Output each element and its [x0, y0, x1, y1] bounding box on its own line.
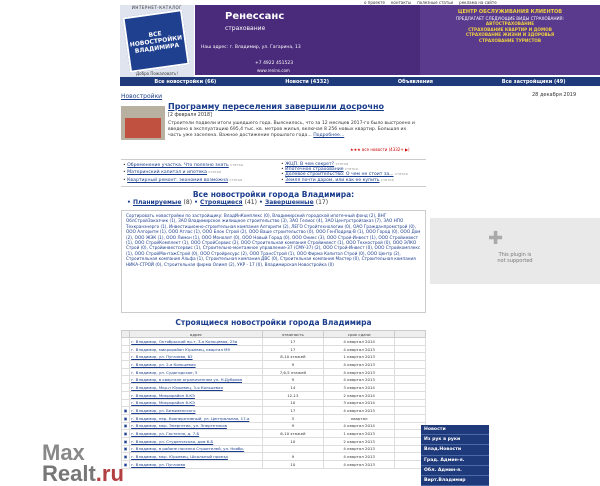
- row-deadline: 4 квартал 2013: [323, 368, 394, 376]
- filter-finished[interactable]: Завершенные: [264, 199, 314, 206]
- filter-planned[interactable]: Планируемые: [132, 199, 182, 206]
- row-address[interactable]: г. Владимир, в квартале ограниченном ул. Н.Дуброва: [130, 376, 263, 384]
- row-extra: [395, 384, 426, 392]
- row-extra: [395, 338, 426, 346]
- article-tag: статья: [230, 163, 243, 167]
- row-address[interactable]: г. Владимир, в районе поселка Строителей, ул. Ноябр.: [130, 445, 263, 453]
- row-address[interactable]: г. Владимир, Октябрьский пр-т, 3-я Кольцевая, 25а: [130, 338, 263, 346]
- top-link-contacts[interactable]: контакты: [391, 0, 412, 5]
- nav-ads[interactable]: Объявления: [397, 78, 433, 85]
- banner-phone: +7 4922 451523: [255, 61, 294, 66]
- list-item: • Материнский капитал и ипотека статья: [123, 170, 222, 176]
- row-address[interactable]: г. Владимир, Микрорайон 8-КЭ: [130, 399, 263, 407]
- list-item: • Долевое строительство: О чем не стоит за... статья: [281, 172, 408, 178]
- row-floors: 7,6,5 этажей: [262, 368, 323, 376]
- table-row: [122, 437, 426, 445]
- banner-title: Ренессанс: [225, 11, 285, 22]
- building-icon[interactable]: ▣: [122, 461, 130, 469]
- row-address[interactable]: г. Владимир, ул. Безыменского: [130, 407, 263, 415]
- row-address[interactable]: г. Владимир, Мкр-н Юрьевец, 3-я Кольцевая: [130, 384, 263, 392]
- col-address: адрес: [130, 331, 263, 338]
- table-row: [122, 407, 426, 415]
- list-item: • Квартирный ремонт: экономия возможна статья: [123, 177, 243, 183]
- table-title: Строящиеся новостройки города Владимира: [175, 318, 372, 327]
- row-deadline: 4 квартал 2013: [323, 445, 394, 453]
- banner-site: www.renins.com: [257, 68, 290, 73]
- row-deadline: 4 квартал 2014: [323, 338, 394, 346]
- side-menu-item[interactable]: Новости: [421, 425, 489, 435]
- current-date: 28 декабря 2019: [532, 92, 577, 98]
- row-floors: 9: [262, 453, 323, 461]
- building-icon[interactable]: ▣: [122, 437, 130, 445]
- breadcrumb[interactable]: Новостройки: [121, 93, 163, 100]
- row-floors: 8-10 этажей: [262, 353, 323, 361]
- side-menu: [421, 425, 489, 486]
- row-floors: 10: [262, 399, 323, 407]
- row-floors: 9: [262, 376, 323, 384]
- table-row: [122, 445, 426, 453]
- row-spacer: [122, 338, 130, 346]
- list-item: • ЖЦП. В чем секрет? статья: [281, 162, 349, 167]
- article-link[interactable]: Ипотечное страхование: [285, 167, 344, 173]
- row-deadline: квартал: [323, 414, 394, 422]
- row-extra: [395, 407, 426, 415]
- row-extra: [395, 345, 426, 353]
- row-extra: [395, 353, 426, 361]
- table-row: [122, 361, 426, 369]
- developers-list[interactable]: Сортировать новостройки по застройщику: ВладИнКомплекс (0), Владимирский городской ипотечный фонд (2), ВНГ ОблСтройЗаказчик (1), ЗАО Владимирское жилищное строительство (3), ЗАО Гелиос (4), ЗАО Центрстройзаказ (7), ЗАО НПО Техкранэнерго (1), Инвестиционно-строительная компания Алгоритм (2), ЛЕГО Стройтехнологии (0), ОАО Гражданпромстрой (0), ООО Алгоритм (1), ООО Атлас (1), ООО Блок Строй (2), ООО Ваше строительство (0), ООО ГенПодряд-В (1), ООО Город (0), ООО Дом (2), ООО ЖЭК (1), ООО Лимон (1), ООО Монолит (0), ООО Новый Город (0), ООО Оникс (3), ООО Строй-Инвест (1), ООО Стройинвест (1), ООО СтройКомплект (1), ООО СтройСервис (2), ООО Строительная компания Стройинвест (1), ООО Технострой (0), ООО ЭЛКО Строй (0), Стройинвестсервис (1), Строительно-монтажное управление-37 (СМУ-37) (2), ООО Строй-Инвест (0), ООО Стройкомплекс (1), ООО СтройМонтажСтрой (0), ООО Стройресурс (2), ООО ТрансСтрой (1), ООО Фирма Капитал Строй (0), ООО Центр (2), Строительная компания Альфа (1), Строительная компания ДВС (0), Строительная компания Мастер (0), Строительная компания НИКА-СТРОЙ (0), Строительная фирма Олимп (2), УКР - 17 (0), Владимирская Новостройка (0): [121, 210, 426, 313]
- row-deadline: 2 квартал 2014: [323, 391, 394, 399]
- article-tag: статья: [380, 177, 394, 182]
- side-menu-item[interactable]: Вирт.Владимир: [421, 476, 489, 486]
- watermark-logo: [42, 442, 142, 484]
- logo-welcome: Добро Пожаловать!: [136, 71, 178, 76]
- row-spacer: [122, 345, 130, 353]
- top-link-about[interactable]: о проекте: [364, 0, 385, 5]
- side-menu-item[interactable]: Влад.Новости: [421, 445, 489, 455]
- row-extra: [395, 361, 426, 369]
- news-thumbnail[interactable]: [121, 106, 165, 140]
- featured-news: [121, 102, 421, 150]
- row-floors: 14: [262, 384, 323, 392]
- row-spacer: [122, 353, 130, 361]
- article-tag: статья: [345, 167, 358, 172]
- row-extra: [395, 368, 426, 376]
- table-row: [122, 368, 426, 376]
- row-deadline: 4 квартал 2014: [323, 422, 394, 430]
- main-nav: [120, 77, 600, 86]
- row-deadline: 4 квартал 2013: [323, 407, 394, 415]
- article-tag: статья: [395, 172, 408, 177]
- row-address[interactable]: г. Владимир, ул. Студенческая, дом 6-Б: [130, 437, 263, 445]
- row-spacer: [122, 399, 130, 407]
- row-deadline: 3 квартал 2014: [323, 384, 394, 392]
- building-icon[interactable]: ▣: [122, 445, 130, 453]
- list-item: • Обременение участка. Что полезно знать статья: [123, 163, 243, 168]
- row-deadline: 4 квартал 2013: [323, 376, 394, 384]
- table-row: [122, 461, 426, 469]
- table-row: [122, 391, 426, 399]
- row-spacer: [122, 384, 130, 392]
- col-extra: [395, 331, 426, 338]
- news-title[interactable]: Программу переселения завершили досрочно: [168, 102, 384, 111]
- table-row: [122, 399, 426, 407]
- table-row: [122, 345, 426, 353]
- row-spacer: [122, 376, 130, 384]
- row-deadline: 4 квартал 2013: [323, 361, 394, 369]
- news-more-link[interactable]: Подробнее...: [313, 132, 345, 138]
- row-address[interactable]: г. Владимир, ул. Пугачева: [130, 461, 263, 469]
- row-floors: 10: [262, 461, 323, 469]
- news-body: Строители подвели итоги ушедшего года. Выяснилось, что за 12 месяцев 2017-го было выстроено и введено в эксплуатацию 695,4 тыс. кв. метров жилья, включая 8 256 новых квартир. Большая их часть уже заселена. Важное достижение прошлого года...: [168, 121, 415, 138]
- row-floors: [262, 445, 323, 453]
- building-icon[interactable]: ▣: [122, 414, 130, 422]
- insurance-banner[interactable]: [195, 5, 420, 75]
- all-news-link[interactable]: ★★★ все новости (4332+ ▶): [350, 147, 410, 152]
- table-body: [122, 338, 426, 469]
- row-floors: 10: [262, 437, 323, 445]
- table-row: [122, 414, 426, 422]
- table-row: [122, 384, 426, 392]
- row-address[interactable]: г. Владимир, пер. Кооперативный, ул. Центральная, 17-а: [130, 414, 263, 422]
- article-tag: статья: [208, 170, 222, 175]
- services-head: ЦЕНТР ОБСЛУЖИВАНИЯ КЛИЕНТОВ: [457, 9, 563, 15]
- list-item: • Земля почти даром, или как ее купить статья: [281, 177, 394, 183]
- filter-building[interactable]: Строящиеся: [200, 199, 243, 206]
- row-deadline: 4 квартал 2013: [323, 453, 394, 461]
- banner-subtitle: страхование: [225, 25, 266, 32]
- buildings-table: [121, 330, 426, 469]
- table-header-row: [122, 331, 426, 338]
- row-address[interactable]: г. Владимир, Микрорайон 8-КЭ: [130, 391, 263, 399]
- logo-box: ВСЕ НОВОСТРОЙКИ ВЛАДИМИРА: [122, 9, 189, 73]
- article-link[interactable]: Квартирный ремонт: экономия возможна: [127, 177, 229, 183]
- row-extra: [395, 376, 426, 384]
- row-extra: [395, 391, 426, 399]
- row-deadline: 1 квартал 2013: [323, 430, 394, 438]
- row-deadline: 3 квартал 2014: [323, 399, 394, 407]
- nav-news[interactable]: Новости (4332): [285, 78, 329, 85]
- article-links-right: [281, 162, 431, 183]
- filter-count: (8): [183, 199, 193, 206]
- row-floors: 9: [262, 361, 323, 369]
- site-logo[interactable]: [120, 5, 194, 77]
- table-row: [122, 353, 426, 361]
- row-deadline: 4 квартал 2013: [323, 461, 394, 469]
- row-address[interactable]: г. Владимир, мкр. Энергетик, ул. Энергетиков: [130, 422, 263, 430]
- service-item: СТРАХОВАНИЕ КВАРТИР И ДОМОВ: [468, 26, 552, 32]
- row-extra: [395, 399, 426, 407]
- article-links-left: [123, 162, 273, 184]
- row-address[interactable]: г. Владимир, микрорайон Юрьевец, квартал М9: [130, 345, 263, 353]
- side-menu-item[interactable]: Град. Админ-я.: [421, 456, 489, 466]
- nav-developers[interactable]: Все застройщики (49): [501, 78, 566, 85]
- article-link[interactable]: Земля почти даром, или как ее купить: [285, 177, 380, 183]
- building-icon[interactable]: ▣: [122, 422, 130, 430]
- top-link-ads[interactable]: реклама на сайте: [459, 0, 497, 5]
- row-deadline: 1 квартал 2013: [323, 353, 394, 361]
- article-links: [121, 159, 426, 187]
- side-menu-item[interactable]: Из рук в руки: [421, 435, 489, 445]
- house-roof-image: [125, 118, 161, 138]
- table-row: [122, 422, 426, 430]
- table-row: [122, 453, 426, 461]
- col-floors: этажность: [262, 331, 323, 338]
- unsupported-plugin: [430, 218, 600, 284]
- row-floors: 17: [262, 407, 323, 415]
- table-row: [122, 430, 426, 438]
- puzzle-icon: ✚: [488, 228, 504, 249]
- row-address[interactable]: г. Владимир, мкр. Юрьевец, Школьный проезд: [130, 453, 263, 461]
- row-floors: 12-13: [262, 391, 323, 399]
- table-row: [122, 376, 426, 384]
- filter-count: (41): [244, 199, 257, 206]
- table-row: [122, 338, 426, 346]
- row-deadline: 4 квартал 2013: [323, 345, 394, 353]
- row-deadline: 2 квартал 2013: [323, 437, 394, 445]
- news-date: [2 февраля 2018]: [168, 113, 212, 118]
- row-address[interactable]: г. Владимир, ул. Судогодское, 5: [130, 368, 263, 376]
- news-text: [168, 121, 418, 138]
- building-icon[interactable]: ▣: [122, 430, 130, 438]
- article-link[interactable]: Обременение участка. Что полезно знать: [127, 163, 229, 168]
- col-deadline: срок сдачи: [323, 331, 394, 338]
- plugin-message: This plugin is not supported: [497, 252, 533, 264]
- services-banner[interactable]: [420, 5, 600, 75]
- status-filters: • Планируемые (8) • Строящиеся (41) • Завершенные (17): [127, 199, 329, 206]
- row-floors: 6-10 этажей: [262, 430, 323, 438]
- service-item: СТРАХОВАНИЕ ЖИЗНИ И ЗДОРОВЬЯ: [465, 32, 555, 37]
- article-link[interactable]: ЖЦП. В чем секрет?: [285, 162, 335, 167]
- article-link[interactable]: Материнский капитал и ипотека: [127, 170, 207, 176]
- section-title: Все новостройки города Владимира:: [192, 190, 355, 199]
- building-icon[interactable]: ▣: [122, 407, 130, 415]
- row-spacer: [122, 368, 130, 376]
- watermark-tld: .ru: [95, 461, 124, 486]
- row-address[interactable]: г. Владимир, ул. Гастелло, д. 7-Б: [130, 430, 263, 438]
- row-floors: 9: [262, 422, 323, 430]
- watermark-line1: Max: [42, 440, 85, 465]
- service-item: АВТОСТРАХОВАНИЕ: [485, 21, 535, 26]
- article-tag: статья: [229, 177, 243, 182]
- banner-address: Наш адрес: г. Владимир, ул. Гагарина, 13: [201, 45, 301, 50]
- watermark-domain: Realt: [42, 461, 96, 486]
- logo-top-text: ИНТЕРНЕТ-КАТАЛОГ: [131, 5, 183, 10]
- row-floors: 17: [262, 338, 323, 346]
- row-spacer: [122, 391, 130, 399]
- row-spacer: [122, 361, 130, 369]
- row-extra: [395, 414, 426, 422]
- list-item: • Ипотечное страхование статья: [281, 167, 358, 173]
- building-icon[interactable]: ▣: [122, 453, 130, 461]
- col-icon: [122, 331, 130, 338]
- side-menu-item[interactable]: Обл. Админ-я.: [421, 466, 489, 476]
- article-tag: статья: [335, 162, 349, 166]
- article-link[interactable]: Долевое строительство: О чем не стоит за...: [285, 172, 394, 178]
- row-floors: 17: [262, 345, 323, 353]
- filter-count: (17): [315, 199, 329, 206]
- services-sub: ПРЕДЛАГАЕТ СЛЕДУЮЩИЕ ВИДЫ СТРАХОВАНИЯ:: [456, 15, 564, 21]
- row-address[interactable]: г. Владимир, ул. 2-я Кольцевая: [130, 361, 263, 369]
- nav-all-buildings[interactable]: Все новостройки (66): [154, 78, 217, 85]
- service-item: СТРАХОВАНИЕ ТУРИСТОВ: [478, 37, 542, 43]
- row-address[interactable]: г. Владимир, ул. Пугачева, 62: [130, 353, 263, 361]
- row-floors: 5: [262, 414, 323, 422]
- top-link-articles[interactable]: полезные статьи: [417, 0, 454, 5]
